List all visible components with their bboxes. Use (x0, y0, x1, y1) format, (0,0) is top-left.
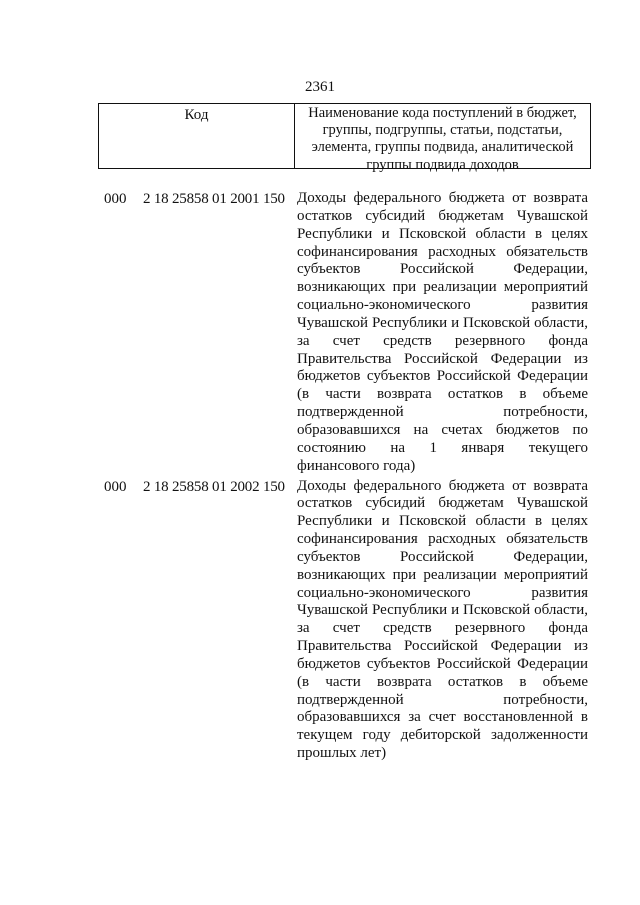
row-admin-code: 000 (104, 191, 127, 207)
header-name-column: Наименование кода поступлений в бюджет, группы, подгруппы, статьи, подстатьи, элемента, группы подвида, аналитической группы подвида доходов (308, 105, 577, 173)
table-row (0, 478, 640, 764)
row-revenue-code: 2 18 25858 01 2002 150 (143, 478, 285, 495)
row-revenue-code: 2 18 25858 01 2001 150 (143, 191, 285, 207)
page-number: 2361 (305, 79, 335, 95)
row-description: Доходы федерального бюджета от возврата остатков субсидий бюджетам Чувашской Республики и Псковской области в целях софинансирования расходных обязательств субъектов Российской Федерации, возникающих при реализации мероприятий социально-экономического развития Чувашской Республики и Псковской области, за счет средств резервного фонда Правительства Российской Федерации из бюджетов субъектов Российской Федерации (в части возврата остатков в объеме подтвержденной потребности, образовавшихся за счет восстановленной в текущем году дебиторской задолженности прошлых лет) (297, 477, 588, 762)
row-admin-code: 000 (104, 478, 127, 495)
table-header (98, 103, 591, 173)
table-row (0, 190, 640, 476)
row-description: Доходы федерального бюджета от возврата остатков субсидий бюджетам Чувашской Республики и Псковской области в целях софинансирования расходных обязательств субъектов Российской Федерации, возникающих при реализации мероприятий социально-экономического развития Чувашской Республики и Псковской области, за счет средств резервного фонда Правительства Российской Федерации из бюджетов субъектов Российской Федерации (в части возврата остатков в объеме подтвержденной потребности, образовавшихся на счетах бюджетов по состоянию на 1 января текущего финансового года) (297, 190, 588, 474)
table-body (0, 190, 640, 765)
header-code-column: Код (99, 104, 295, 168)
